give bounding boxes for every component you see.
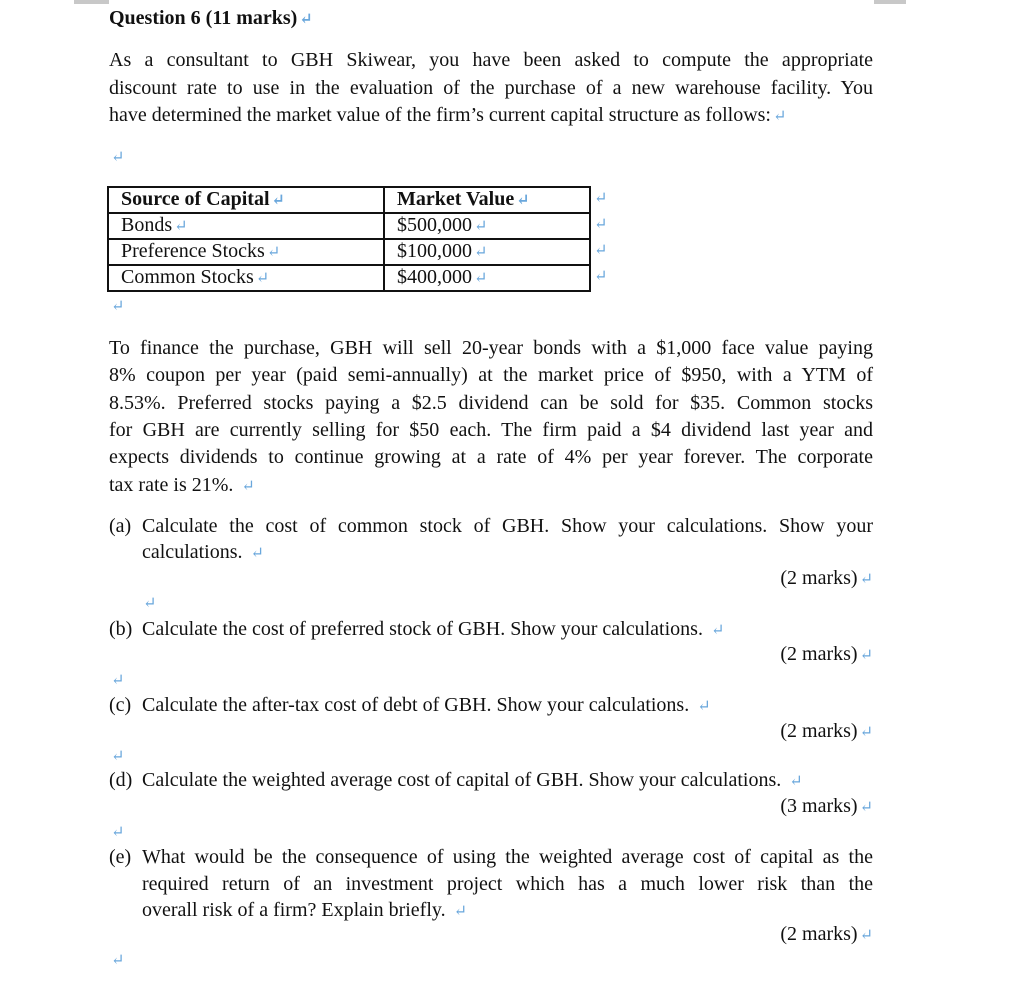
table-header-row [108,187,590,213]
question-text-line [142,844,873,871]
cell-source [108,265,384,291]
cell-source [108,213,384,239]
details-line [109,362,873,389]
question-title [109,5,873,33]
text: (2 marks) [780,923,858,945]
text: expects dividends to continue growing at a rate of 4% per year forever. The corporate [109,446,873,469]
paragraph-mark: ↵ [453,903,467,920]
text: ↵ [474,218,488,235]
paragraph-mark: ↵ [710,622,725,639]
row-end-mark: ↵ [594,216,608,233]
text: Bonds [121,214,173,236]
text: ↵ [174,218,188,235]
text: $100,000 [397,240,472,262]
text: discount rate to use in the evaluation of the purchase of a new warehouse facility. You [109,76,873,99]
text: Calculate the cost of preferred stock of GBH. Show your calculations. [142,618,703,640]
text: ↵ [474,270,488,287]
text: (c) [109,694,132,716]
text: (d) [109,769,133,791]
text: Market Value [397,188,515,210]
text: Calculate the cost of common stock of GBH. Show your calculations. Show your [142,515,873,537]
marks-label [109,641,873,669]
capital-structure-table [107,186,591,292]
text: Preference Stocks [121,240,265,262]
row-end-mark: ↵ [594,190,608,207]
intro-line [109,102,873,130]
header-market-value [384,187,590,213]
details-line [109,444,873,471]
empty-paragraph [109,292,873,320]
paragraph-mark: ↵ [772,108,787,125]
marks-label [109,921,873,949]
details-line [109,390,873,417]
paragraph-mark: ↵ [111,149,125,166]
text: (a) [109,515,132,537]
paragraph-mark: ↵ [859,927,873,944]
cell-value [384,239,590,265]
details-line [109,417,873,444]
text: $400,000 [397,266,472,288]
empty-paragraph [109,818,873,846]
margin-corner-top-left [74,0,109,4]
details-line [109,472,873,500]
text: ↵ [474,244,488,261]
question-text-line [142,616,873,644]
cell-value [384,265,590,291]
text: ↵ [266,244,281,261]
cell-source [108,239,384,265]
text: ↵ [271,192,285,209]
paragraph-mark: ↵ [250,545,264,562]
marks-label [109,793,873,821]
table-row [108,239,590,265]
text: $500,000 [397,214,472,236]
text: overall risk of a firm? Explain briefly. [142,899,446,921]
question-text-line [142,871,873,898]
paragraph-mark: ↵ [859,724,873,741]
text: Common Stocks [121,266,254,288]
table-row [108,213,590,239]
text: (3 marks) [780,795,858,817]
paragraph-mark: ↵ [859,571,873,588]
cell-value [384,213,590,239]
text: for GBH are currently selling for $50 each. The firm paid a $4 dividend last year and [109,418,873,441]
paragraph-mark: ↵ [111,298,125,315]
header-source [108,187,384,213]
text: To finance the purchase, GBH will sell 20-year bonds with a $1,000 face value paying [109,337,873,359]
text: Calculate the weighted average cost of capital of GBH. Show your calculations. [142,769,782,791]
text: required return of an investment project which has a much lower risk than the [142,873,873,895]
empty-paragraph [109,742,873,770]
paragraph-mark: ↵ [299,11,313,28]
question-text-line [142,692,873,720]
text: (b) [109,618,133,640]
paragraph-mark: ↵ [111,824,125,841]
paragraph-mark: ↵ [859,799,873,816]
title-text: Question 6 (11 marks) [109,7,298,29]
margin-corner-top-left-v [105,0,108,4]
text: tax rate is 21%. [109,473,234,496]
text: calculations. [142,541,243,563]
intro-line [109,47,873,74]
details-line [109,335,873,362]
text: (2 marks) [780,720,858,742]
text: Calculate the after-tax cost of debt of GBH. Show your calculations. [142,694,690,716]
table-row [108,265,590,291]
question-text-line [142,767,873,795]
text: have determined the market value of the firm’s current capital structure as follows: [109,104,771,126]
text: (e) [109,846,132,868]
text: 8% coupon per year (paid semi-annually) at the market price of $950, with a YTM of [109,364,873,387]
text: ↵ [255,270,270,287]
paragraph-mark: ↵ [143,595,157,612]
intro-line [109,75,873,102]
paragraph-mark: ↵ [111,672,125,689]
text: 8.53%. Preferred stocks paying a $2.5 dividend can be sold for $35. Common stocks [109,391,873,414]
text: (2 marks) [780,567,858,589]
text: Source of Capital [121,188,270,210]
text: (2 marks) [780,643,858,665]
row-end-mark: ↵ [594,268,608,285]
text: As a consultant to GBH Skiwear, you have been asked to compute the appropriate [109,49,873,71]
text: What would be the consequence of using the weighted average cost of capital as the [142,846,873,868]
empty-paragraph [109,143,873,171]
paragraph-mark: ↵ [859,647,873,664]
empty-paragraph [109,666,873,694]
paragraph-mark: ↵ [241,477,255,495]
empty-paragraph [141,589,873,617]
paragraph-mark: ↵ [789,773,803,790]
question-text-line [142,539,873,567]
empty-paragraph [109,946,873,974]
margin-corner-top-right [874,0,906,4]
paragraph-mark: ↵ [697,698,711,715]
text: ↵ [516,192,530,209]
paragraph-mark: ↵ [111,748,125,765]
row-end-mark: ↵ [594,242,608,259]
paragraph-mark: ↵ [111,952,125,969]
question-text-line [142,513,873,540]
